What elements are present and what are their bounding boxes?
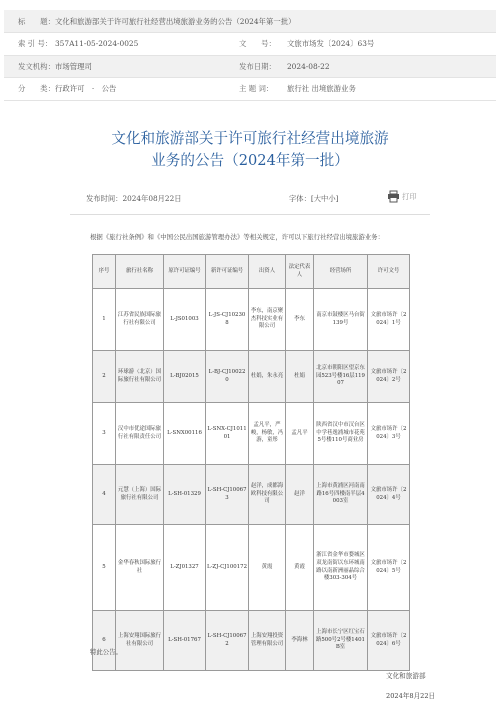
page-title-line-2: 业务的公告（2024年第一批） — [151, 152, 349, 169]
header-seq: 序号 — [93, 255, 116, 289]
table-row — [93, 403, 410, 465]
cell-legal-rep: 李海林 — [286, 611, 314, 671]
cell-old-license: L-ZJ01327 — [164, 525, 206, 611]
cell-legal-rep: 黄霞 — [286, 525, 314, 611]
meta-title-value: 文化和旅游部关于许可旅行社经营出境旅游业务的公告（2024年第一批） — [55, 10, 496, 33]
cell-permit-no: 文旅市场许〔2024〕6号 — [368, 611, 410, 671]
meta-category-value: 行政许可 · 公告 — [55, 78, 235, 101]
cell-permit-no: 文旅市场许〔2024〕2号 — [368, 351, 410, 403]
header-old-license: 原许可证编号 — [164, 255, 206, 289]
header-permit-no: 许可文号 — [368, 255, 410, 289]
table-row — [93, 351, 410, 403]
meta-docno-label: 文 号： — [235, 33, 287, 56]
meta-date-value: 2024-08-22 — [287, 55, 496, 78]
cell-new-license: L-BJ-CJ100220 — [206, 351, 249, 403]
table-row — [93, 525, 410, 611]
page-title-line-1: 文化和旅游部关于许可旅行社经营出境旅游 — [111, 130, 389, 147]
header-divider — [70, 214, 430, 215]
cell-old-license: L-SH-01767 — [164, 611, 206, 671]
cell-address: 南京市鼓楼区马台街139号 — [314, 289, 368, 351]
license-table — [92, 254, 410, 671]
meta-docno-value: 文旅市场发〔2024〕63号 — [287, 33, 496, 56]
table-row — [93, 611, 410, 671]
cell-investor: 黄霞 — [249, 525, 286, 611]
cell-legal-rep: 孟凡平 — [286, 403, 314, 465]
cell-permit-no: 文旅市场许〔2024〕5号 — [368, 525, 410, 611]
cell-old-license: L-SNX00116 — [164, 403, 206, 465]
cell-seq: 2 — [93, 351, 116, 403]
cell-address: 上海市长宁区红宝石路500号2号楼1401B室 — [314, 611, 368, 671]
cell-name: 金华春秋国际旅行社 — [116, 525, 164, 611]
cell-old-license: L-SH-01329 — [164, 465, 206, 525]
cell-permit-no: 文旅市场许〔2024〕4号 — [368, 465, 410, 525]
cell-new-license: L-SH-CJ100672 — [206, 611, 249, 671]
meta-title-label: 标 题： — [4, 10, 55, 33]
meta-row-category — [4, 78, 496, 101]
issuing-org: 文化和旅游部 — [386, 672, 426, 680]
print-label: 打印 — [402, 191, 417, 201]
cell-investor: 孟凡平，严峻，杨敏，冯游，童彤 — [249, 403, 286, 465]
meta-index-value: 357A11-05-2024-0025 — [55, 33, 235, 56]
cell-old-license: L-BJ02015 — [164, 351, 206, 403]
header-name: 旅行社名称 — [116, 255, 164, 289]
cell-new-license: L-SH-CJ100673 — [206, 465, 249, 525]
table-row — [93, 465, 410, 525]
cell-address: 浙江省金华市婺城区双龙南街以东环城南路以南新洲丽晶综合楼303-304号 — [314, 525, 368, 611]
publish-date: 发布时间：2024年08月22日 — [86, 194, 182, 203]
cell-address: 上海市黄浦区河南南路16号四楼南半层4003室 — [314, 465, 368, 525]
intro-paragraph: 根据《旅行社条例》和《中国公民出国旅游管理办法》等相关规定，许可以下旅行社经营出境旅游业务： — [90, 233, 384, 241]
header-investor: 出资人 — [249, 255, 286, 289]
cell-investor: 李东，南京聚杰科技实业有限公司 — [249, 289, 286, 351]
header-legal-rep: 法定代表人 — [286, 255, 314, 289]
cell-investor: 杜娟，朱永亮 — [249, 351, 286, 403]
cell-seq: 1 — [93, 289, 116, 351]
cell-address: 陕西省汉中市汉台区中学巷逸浦城市花苑5号楼110号商业房 — [314, 403, 368, 465]
meta-keyword-value: 旅行社 出境旅游业务 — [287, 78, 496, 101]
closing-text: 特此公告。 — [90, 648, 122, 656]
table-row — [93, 289, 410, 351]
meta-row-issuer — [4, 55, 496, 78]
cell-new-license: L-JS-CJ102308 — [206, 289, 249, 351]
meta-issuer-value: 市场管理司 — [55, 55, 235, 78]
cell-name: 元慧（上海）国际旅行社有限公司 — [116, 465, 164, 525]
font-size-selector[interactable]: 字体：[大中小] — [289, 194, 339, 203]
cell-name: 上海安翔国际旅行社有限公司 — [116, 611, 164, 671]
cell-new-license: L-ZJ-CJ100172 — [206, 525, 249, 611]
meta-category-label: 分 类： — [4, 78, 55, 101]
document-meta-table — [4, 10, 496, 101]
cell-seq: 6 — [93, 611, 116, 671]
cell-old-license: L-JS01003 — [164, 289, 206, 351]
cell-seq: 5 — [93, 525, 116, 611]
cell-investor: 赵洋，成都海欧科技有限公司 — [249, 465, 286, 525]
cell-investor: 上海安翔投资管理有限公司 — [249, 611, 286, 671]
meta-issuer-label: 发文机构： — [4, 55, 55, 78]
header-new-license: 新许可证编号 — [206, 255, 249, 289]
cell-new-license: L-SNX-CJ101101 — [206, 403, 249, 465]
cell-name: 汉中市优途国际旅行社有限责任公司 — [116, 403, 164, 465]
cell-permit-no: 文旅市场许〔2024〕3号 — [368, 403, 410, 465]
cell-legal-rep: 赵洋 — [286, 465, 314, 525]
meta-row-index — [4, 33, 496, 56]
signature-date: 2024年8月22日 — [386, 692, 436, 700]
printer-icon — [387, 190, 400, 203]
print-button[interactable] — [387, 190, 417, 203]
cell-seq: 4 — [93, 465, 116, 525]
cell-name: 环球游（北京）国际旅行社有限公司 — [116, 351, 164, 403]
meta-keyword-label: 主 题 词： — [235, 78, 287, 101]
cell-permit-no: 文旅市场许〔2024〕1号 — [368, 289, 410, 351]
cell-seq: 3 — [93, 403, 116, 465]
meta-index-label: 索 引 号： — [4, 33, 55, 56]
cell-name: 江苏省民族国际旅行社有限公司 — [116, 289, 164, 351]
meta-row-title — [4, 10, 496, 33]
meta-date-label: 发布日期： — [235, 55, 287, 78]
cell-legal-rep: 杜娟 — [286, 351, 314, 403]
header-address: 经营场所 — [314, 255, 368, 289]
table-header-row — [93, 255, 410, 289]
page-title — [0, 128, 500, 172]
cell-address: 北京市朝阳区望京东园523号楼16层11907 — [314, 351, 368, 403]
cell-legal-rep: 李东 — [286, 289, 314, 351]
